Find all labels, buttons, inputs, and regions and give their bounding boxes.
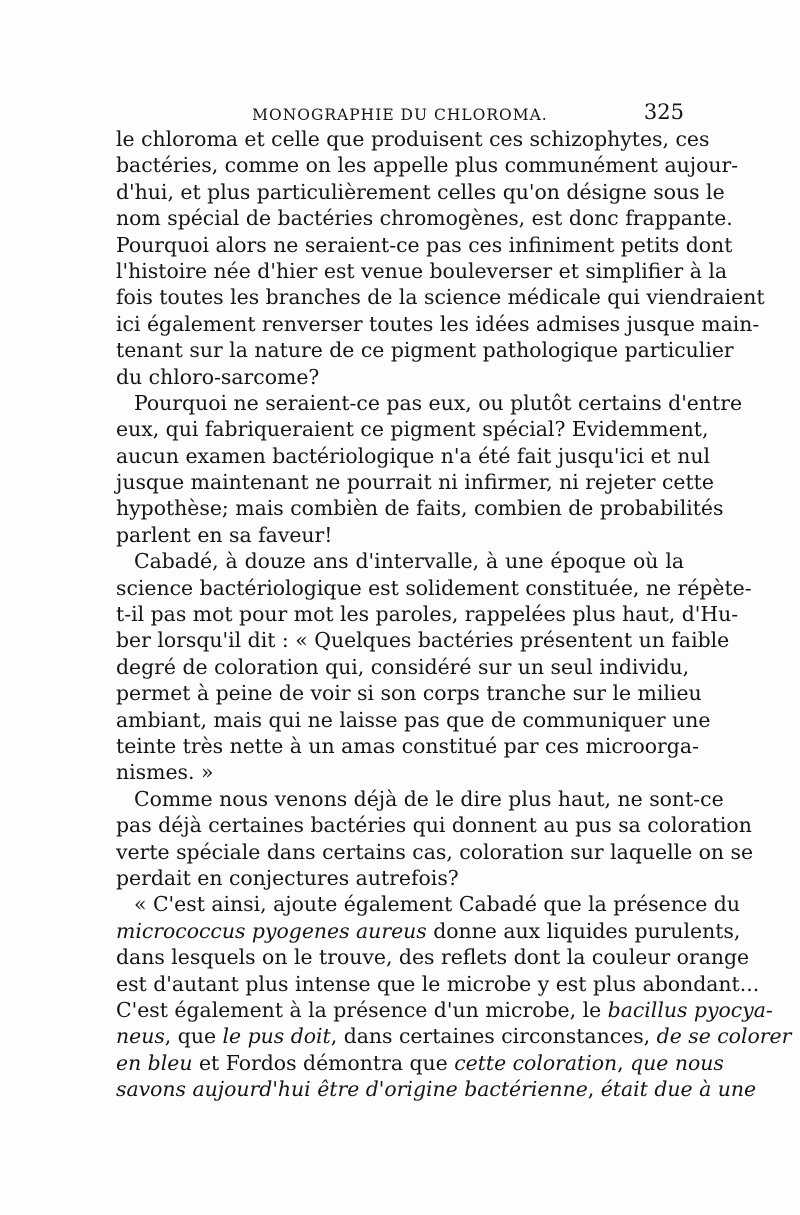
text-line: fois toutes les branches de la science médicale qui viendraient	[116, 285, 765, 310]
text-line: verte spéciale dans certains cas, coloration sur laquelle on se	[116, 839, 754, 864]
text-run: , que	[164, 1024, 223, 1049]
italic-text: neus	[116, 1024, 165, 1049]
text-line: Cabadé, à douze ans d'intervalle, à une époque où la	[134, 549, 684, 574]
text-line: hypothèse; mais combièn de faits, combien de probabilités	[116, 496, 724, 521]
text-line: Comme nous venons déjà de le dire plus haut, ne sont-ce	[134, 786, 724, 811]
text-line: perdait en conjectures autrefois?	[116, 865, 459, 890]
page-number: 325	[643, 100, 684, 124]
text-line: Pourquoi ne seraient-ce pas eux, ou plutôt certains d'entre	[134, 390, 743, 415]
text-line: tenant sur la nature de ce pigment pathologique particulier	[116, 338, 734, 363]
text-line: l'histoire née d'hier est venue bouleverser et simplifier à la	[116, 258, 728, 283]
italic-text: savons aujourd'hui être d'origine bactérienne	[116, 1077, 588, 1102]
text-line: est d'autant plus intense que le microbe y est plus abondant...	[116, 971, 760, 996]
text-line	[116, 1050, 724, 1076]
italic-text: que nous	[630, 1050, 724, 1075]
text-line: t-il pas mot pour mot les paroles, rappelées plus haut, d'Hu-	[116, 602, 739, 627]
text-line: nom spécial de bactéries chromogènes, est donc frappante.	[116, 206, 733, 231]
italic-text: bacillus pyocya-	[607, 997, 773, 1022]
text-run: et Fordos démontra que	[192, 1050, 455, 1075]
text-line: dans lesquels on le trouve, des reflets dont la couleur orange	[116, 945, 750, 970]
running-title: MONOGRAPHIE DU CHLOROMA.	[252, 106, 548, 124]
italic-text: micrococcus pyogenes aureus	[116, 918, 427, 943]
text-run: ,	[617, 1050, 631, 1075]
text-run: , dans certaines circonstances,	[330, 1024, 657, 1049]
body-text	[116, 126, 792, 1102]
text-line: science bactériologique est solidement constituée, ne répète-	[116, 575, 752, 600]
text-line: le chloroma et celle que produisent ces schizophytes, ces	[116, 127, 710, 151]
text-line: nismes. »	[116, 760, 214, 785]
text-line	[116, 1023, 792, 1049]
text-line	[116, 918, 741, 944]
text-line: ber lorsqu'il dit : « Quelques bactéries présentent un faible	[116, 628, 730, 653]
text-line: « C'est ainsi, ajoute également Cabadé que la présence du	[134, 892, 740, 917]
text-line: ambiant, mais qui ne laisse pas que de communiquer une	[116, 707, 711, 732]
italic-text: cette coloration	[454, 1050, 618, 1075]
page-header	[116, 98, 684, 124]
italic-text: le pus doit	[222, 1024, 331, 1049]
text-line: ici également renverser toutes les idées admises jusque main-	[116, 311, 760, 336]
text-line: du chloro-sarcome?	[116, 364, 320, 389]
text-run: C'est également à la présence d'un microbe, le	[116, 997, 608, 1022]
text-line: jusque maintenant ne pourrait ni infirmer, ni rejeter cette	[116, 470, 714, 495]
text-line: degré de coloration qui, considéré sur un seul individu,	[116, 654, 690, 679]
text-line: pas déjà certaines bactéries qui donnent au pus sa coloration	[116, 813, 752, 838]
italic-text: était due à une	[600, 1077, 757, 1102]
text-line: d'hui, et plus particulièrement celles qu'on désigne sous le	[116, 179, 725, 204]
text-line: parlent en sa faveur!	[116, 522, 333, 547]
italic-text: en bleu	[116, 1050, 193, 1075]
text-line: permet à peine de voir si son corps tranche sur le milieu	[116, 681, 702, 706]
text-line	[116, 997, 773, 1023]
text-line: bactéries, comme on les appelle plus communément aujour-	[116, 153, 739, 178]
text-line	[116, 1076, 757, 1102]
italic-text: de se colorer	[656, 1024, 792, 1049]
text-run: donne aux liquides purulents,	[426, 918, 741, 943]
text-line: teinte très nette à un amas constitué par ces microorga-	[116, 733, 699, 758]
text-line: aucun examen bactériologique n'a été fait jusqu'ici et nul	[116, 443, 711, 468]
text-line: eux, qui fabriqueraient ce pigment spécial? Evidemment,	[116, 417, 709, 442]
text-run: ,	[587, 1077, 601, 1102]
text-line: Pourquoi alors ne seraient-ce pas ces infiniment petits dont	[116, 232, 733, 257]
